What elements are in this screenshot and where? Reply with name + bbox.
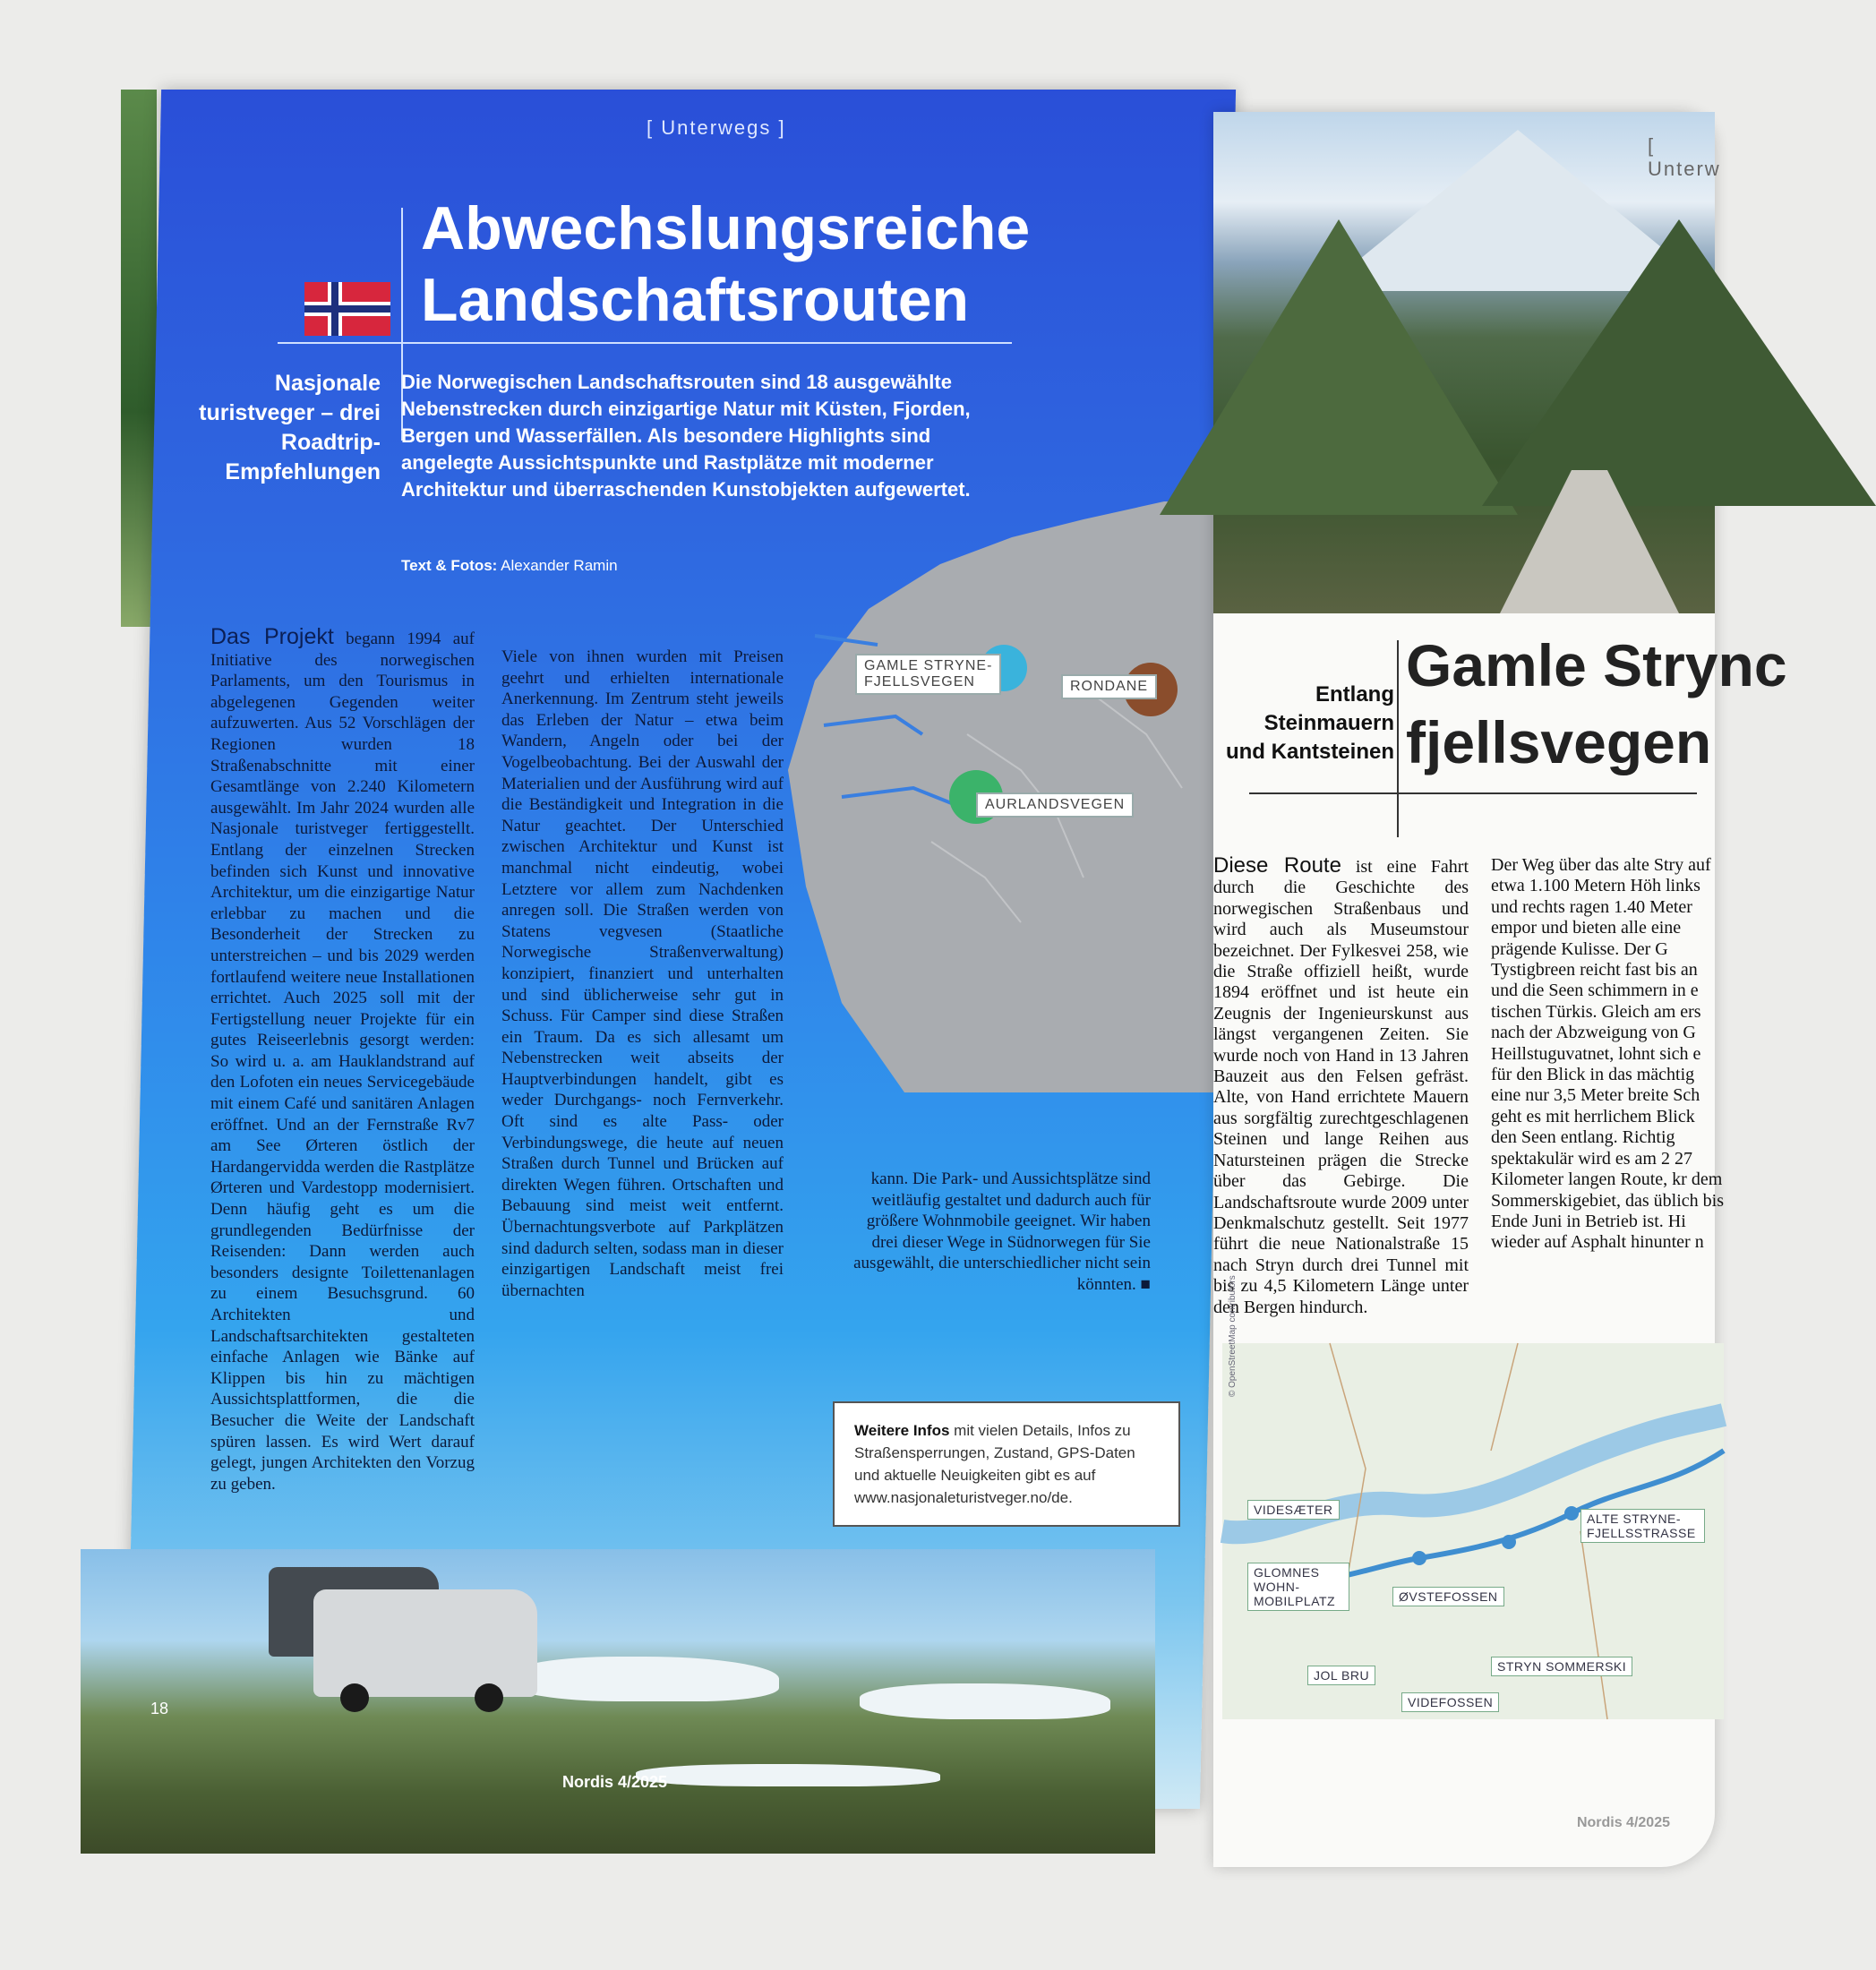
- section-tag-right: [ Unterw: [1648, 134, 1721, 180]
- article-column-3: kann. Die Park- und Aussichtsplätze sind weitläufig gestaltet und dadurch auch für größere Wohnmobile geeignet. Wir haben drei dieser Wege in Südnorwegen für Sie ausgewählt, die unterschiedlicher nicht sein könnten. ■: [853, 1169, 1151, 1294]
- byline-label: Text & Fotos:: [401, 557, 498, 574]
- right-page: [1213, 112, 1787, 1867]
- route-label-aurlandsvegen: AURLANDSVEGEN: [976, 792, 1134, 818]
- headline-line-1: Abwechslungsreiche: [421, 194, 1031, 262]
- route-column-2: Der Weg über das alte Stry auf etwa 1.100 Metern Höh links und rechts ragen 1.40 Meter empor und bieten alle eine prägende Kulisse. Der G Tystigbreen reicht fast bis an und die Seen schimmern in e tischen Türkis. Gleich am ers nach der Abzweigung von G Heillstuguvatnet, lohnt sich e für den Blick in das mächtig eine nur 3,5 Meter breite Sch geht es mit herrlichem Blick den Seen entlang. Richtig spektakulär wird es am 2 27 Kilometer langen Route, kr dem Sommerskigebiet, das üblich bis Ende Juni in Betrieb ist. Hi wieder auf Asphalt hinunter n: [1491, 855, 1724, 1253]
- camper-photo: [81, 1549, 1155, 1854]
- column-lead: Das Projekt: [210, 624, 334, 649]
- title-divider-horizontal: [1249, 792, 1697, 794]
- title-divider-vertical: [1397, 640, 1399, 837]
- magazine-footer: Nordis 4/2025: [562, 1773, 668, 1791]
- section-tag: [ Unterwegs ]: [647, 116, 786, 139]
- route-kicker: Entlang Steinmauern und Kantsteinen: [1225, 682, 1394, 764]
- route-column-lead: Diese Route: [1213, 853, 1341, 878]
- article-column-1: [210, 624, 475, 1495]
- route-label-gamle: GAMLE STRYNE- FJELLSVEGEN: [855, 654, 1001, 695]
- route-stop: [1502, 1535, 1516, 1549]
- headline: [421, 193, 1101, 336]
- article-column-2: Viele von ihnen wurden mit Preisen geehrt und erhielten internationale Anerkennung. Im Zentrum steht jeweils das Erleben der Natur – etwa beim Wandern, Angeln oder bei der Vogelbeobachtung. Bei der Auswahl der Materialien und der Ausführung wird auf die Beständigkeit und Integration in die Natur geachtet. Der Unterschied zwischen Architektur und Kunst ist manchmal nicht eindeutig, wobei Letztere vor allem zum Nachdenken anregen soll. Die Straßen werden von Statens vegvesen (Staatliche Norwegische Straßenverwaltung) konzipiert, finanziert und unterhalten und sind üblicherweise sehr gut in Schuss. Für Camper sind diese Straßen ein Traum. Da es sich allesamt um Nebenstrecken weit abseits der Hauptverbindungen handelt, gibt es weder Durchgangs- noch Fernverkehr. Oft sind es alte Pass- oder Verbindungswege, die heute auf neuen Straßen durch Tunnel und Brücken auf direkten Wegen führen. Ortschaften und Bebauung sind meist weit entfernt. Übernachtungsverbote auf Parkplätzen sind dadurch selten, sodass man in dieser einzigartigen Landschaft meist frei übernachten: [501, 647, 784, 1300]
- map-label-glomnes: GLOMNES WOHN-MOBILPLATZ: [1247, 1563, 1349, 1611]
- mountain-road-photo: [1213, 112, 1715, 613]
- map-label-alte-strynefjellsstrasse: ALTE STRYNE-FJELLSSTRASSE: [1580, 1509, 1705, 1543]
- map-label-jol-bru: JOL BRU: [1307, 1666, 1375, 1685]
- map-credit: © OpenStreetMap contributors: [1228, 1275, 1238, 1397]
- route-title-line-2: fjellsvegen: [1406, 709, 1712, 775]
- route-title: [1406, 627, 1787, 781]
- route-label-rondane: RONDANE: [1061, 674, 1157, 699]
- map-label-stryn-sommerski: STRYN SOMMERSKI: [1491, 1657, 1632, 1676]
- headline-divider-horizontal: [278, 342, 1012, 344]
- page-number: 18: [150, 1700, 169, 1717]
- headline-line-2: Landschaftsrouten: [421, 266, 970, 334]
- norway-flag-icon: [304, 282, 390, 336]
- map-label-videfossen: VIDEFOSSEN: [1401, 1692, 1499, 1712]
- route-column-text: ist eine Fahrt durch die Geschichte des norwegischen Straßenbaus und wird auch als Museumstour bezeichnet. Der Fylkesvei 258, wie die Straße offiziell heißt, wurde 1894 eröffnet und ist heute ein Zeugnis der Ingenieurskunst aus längst vergangenen Zeiten. Sie wurde noch von Hand in 13 Jahren Bauzeit aus den Felsen gefräst. Alte, von Hand errichtete Mauern aus sorgfältig zurechtgeschlagenen Steinen und lange Reihen aus Natursteinen prägen die Strecke über das Gebirge. Die Landschaftsroute wurde 2009 unter Denkmalschutz gestellt. Seit 1977 führt die neue Nationalstraße 15 nach Stryn durch drei Tunnel mit bis zu 4,5 Kilometern Länge unter den Bergen hindurch.: [1213, 857, 1469, 1317]
- route-column-1: [1213, 855, 1469, 1318]
- camper-van-front: [313, 1589, 537, 1697]
- article-kicker: Nasjonale turistveger – drei Roadtrip-Empfehlungen: [199, 371, 381, 484]
- column-text: begann 1994 auf Initiative des norwegischen Parlaments, um den Tourismus in abgelegenen Gegenden weiter aufzuwerten. Aus 52 Vorschlägen der Regionen wurden 18 Straßenabschnitte mit einer Gesamtlänge von 2.240 Kilometern ausgewählt. Im Jahr 2024 wurden alle Nasjonale turistveger fertiggestellt. Entlang der einzelnen Strecken befinden sich Kunst und innovative Architektur, um die einzigartige Natur erlebbar zu machen und die Besonderheit der Strecken zu unterstreichen – und bis 2029 werden fortlaufend weitere neue Installationen errichtet. Auch 2025 soll mit der Fertigstellung neuer Projekte für ein gutes Reiseerlebnis gesorgt werden: So wird u. a. am Hauklandstrand auf den Lofoten ein neues Servicegebäude mit einem Café und sanitären Anlagen eröffnet. Und an der Fernstraße Rv7 am See Ørteren östlich der Hardangervidda werden die Rastplätze Ørteren und Vardestopp modernisiert. Denn häufig geht es um die grundlegenden Bedürfnisse der Reisenden: Dann werden auch besonders designte Toilettenanlagen zu einem Besuchsgrund. 60 Architekten und Landschaftsarchitekten gestalteten einfache Anlagen wie Bänke auf Klippen bis hin zu mächtigen Aussichtsplattformen, die die Besucher die Weite der Landschaft spüren lassen. Es wird Wert darauf gelegt, jungen Architekten den Vorzug zu geben.: [210, 630, 475, 1494]
- byline-name: Alexander Ramin: [501, 557, 618, 574]
- article-intro: Die Norwegischen Landschaftsrouten sind 18 ausgewählte Nebenstrecken durch einzigartige Natur mit Küsten, Fjorden, Bergen und Wasserfällen. Als besondere Highlights sind angelegte Aussichtspunkte und Rastplätze mit moderner Architektur und überraschenden Kunstobjekten aufgewertet.: [401, 371, 971, 501]
- info-box-text: mit vielen Details, Infos zu Straßensperrungen, Zustand, GPS-Daten und aktuelle Neuigkeiten gibt es auf: [854, 1422, 1135, 1484]
- byline: [401, 557, 618, 575]
- info-box: [833, 1401, 1180, 1527]
- info-box-link[interactable]: www.nasjonaleturistveger.no/de.: [854, 1489, 1073, 1506]
- map-label-ovstefossen: ØVSTEFOSSEN: [1392, 1587, 1504, 1606]
- route-title-line-1: Gamle Strync: [1406, 632, 1787, 698]
- route-stop: [1564, 1506, 1579, 1520]
- route-stop: [1412, 1551, 1426, 1565]
- map-label-videsaeter: VIDESÆTER: [1247, 1500, 1340, 1520]
- route-map: [1222, 1275, 1724, 1719]
- info-box-title: Weitere Infos: [854, 1422, 950, 1439]
- magazine-footer-right: Nordis 4/2025: [1576, 1815, 1670, 1830]
